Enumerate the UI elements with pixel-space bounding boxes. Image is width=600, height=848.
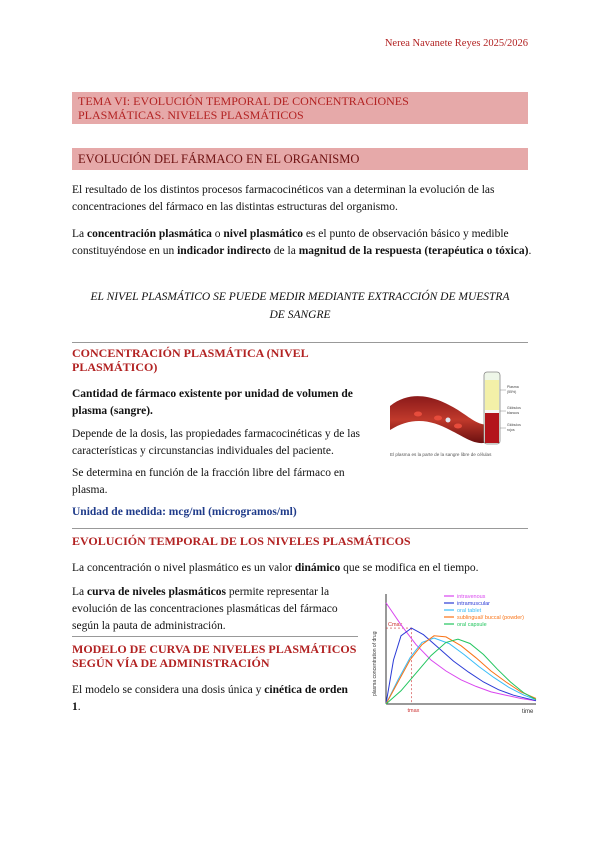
- series-line-4: [386, 639, 536, 704]
- legend-entry-2: oral tablet: [457, 608, 482, 614]
- text-run: que se modifica en el tiempo.: [340, 562, 479, 574]
- italic-note: [80, 288, 520, 324]
- red-cell: [414, 412, 422, 417]
- unit-of-measure: Unidad de medida: mcg/ml (microgramos/ml): [72, 506, 297, 518]
- plasma-layer: [485, 380, 499, 410]
- y-axis-label: plasma concentration of drug: [372, 631, 378, 696]
- italic-note-line1: EL NIVEL PLASMÁTICO SE PUEDE MEDIR MEDIANTE EXTRACCIÓN DE MUESTRA: [90, 291, 510, 303]
- text-run: permite representar la evolución de las concentraciones plasmáticas del fármaco según la pauta de administración.: [72, 586, 338, 632]
- red-cell-layer: [485, 413, 499, 443]
- section-heading-concentration: [72, 346, 372, 374]
- author-header: Nerea Navanete Reyes 2025/2026: [384, 38, 528, 49]
- red-cell: [454, 424, 462, 429]
- bold-term: dinámico: [294, 562, 341, 574]
- model-paragraph: [72, 682, 357, 716]
- x-axis-label: time: [522, 709, 534, 715]
- bold-term: cinética de orden 1: [72, 684, 348, 713]
- legend-entry-0: intravenous: [457, 594, 486, 600]
- heading-line2: SEGÚN VÍA DE ADMINISTRACIÓN: [72, 656, 270, 670]
- tube-label: Glóbulos: [507, 423, 521, 427]
- heading-line2: PLASMÁTICO): [72, 360, 158, 374]
- tube-label: rojos: [507, 428, 515, 432]
- legend-entry-3: sublingual/ buccal (powder): [457, 615, 524, 621]
- free-fraction-paragraph: Se determina en función de la fracción libre del fármaco en plasma.: [72, 467, 345, 496]
- divider: [72, 342, 528, 343]
- series-line-1: [386, 628, 536, 704]
- red-cell: [434, 416, 442, 421]
- intro-paragraph: El resultado de los distintos procesos farmacocinéticos van a determinan la evolución de las concentraciones del fármaco en las distintas estructuras del organismo.: [72, 184, 495, 213]
- text-run: es el punto de observación básico y medible constituyéndose en un: [72, 228, 509, 257]
- heading-line1: MODELO DE CURVA DE NIVELES PLASMÁTICOS: [72, 642, 357, 656]
- section-heading-evolution: EVOLUCIÓN DEL FÁRMACO EN EL ORGANISMO: [72, 148, 528, 170]
- tube-label: Plasma: [507, 385, 519, 389]
- divider: [72, 528, 528, 529]
- tube-label: (55%): [507, 390, 517, 394]
- series-line-2: [386, 638, 536, 704]
- tmax-label: tmax: [407, 708, 420, 714]
- plasma-level-curve-chart: [366, 586, 542, 718]
- tube-label: Glóbulos: [507, 406, 521, 410]
- bold-term: magnitud de la respuesta (terapéutica o tóxica): [298, 245, 529, 257]
- section-heading-temporal: EVOLUCIÓN TEMPORAL DE LOS NIVELES PLASMÁTICOS: [72, 534, 411, 548]
- topic-title-line2: PLASMÁTICAS. NIVELES PLASMÁTICOS: [78, 108, 304, 122]
- cmax-label: Cmax: [388, 622, 403, 629]
- text-run: o: [211, 228, 224, 240]
- heading-line1: CONCENTRACIÓN PLASMÁTICA (NIVEL: [72, 346, 309, 360]
- italic-note-line2: DE SANGRE: [269, 309, 331, 321]
- text-run: .: [528, 245, 532, 257]
- section-heading-model: [72, 642, 372, 670]
- bold-term: curva de niveles plasmáticos: [87, 586, 226, 598]
- topic-title: [72, 92, 528, 124]
- vessel-tube-image: [388, 368, 528, 460]
- bold-term: concentración plasmática: [87, 228, 212, 240]
- blood-plasma-illustration: [388, 368, 528, 460]
- bold-term: nivel plasmático: [223, 228, 303, 240]
- legend-entry-1: intramuscular: [457, 601, 491, 607]
- legend-entry-4: oral capsule: [457, 622, 487, 628]
- topic-title-line1: TEMA VI: EVOLUCIÓN TEMPORAL DE CONCENTRACIONES: [78, 94, 409, 108]
- text-run: La: [72, 586, 88, 598]
- dynamic-paragraph: [72, 560, 532, 577]
- definition-text: Cantidad de fármaco existente por unidad de volumen de plasma (sangre).: [72, 388, 353, 417]
- divider: [72, 636, 358, 637]
- text-run: .: [77, 701, 81, 713]
- plasma-concentration-paragraph: [72, 226, 532, 260]
- series-line-3: [386, 636, 536, 704]
- image-caption: El plasma es la parte de la sangre libre de células: [390, 452, 492, 457]
- text-run: La concentración o nivel plasmático es un valor: [72, 562, 295, 574]
- tube-label: blancos: [507, 411, 520, 415]
- white-cell: [446, 418, 451, 423]
- bold-term: indicador indirecto: [177, 245, 271, 257]
- curve-paragraph: [72, 584, 357, 635]
- text-run: El modelo se considera una dosis única y: [72, 684, 265, 696]
- dose-paragraph: Depende de la dosis, las propiedades farmacocinéticas y de las características y circunstancias individuales del paciente.: [72, 428, 361, 457]
- text-run: La: [72, 228, 88, 240]
- text-run: de la: [270, 245, 299, 257]
- buffy-layer: [485, 410, 499, 413]
